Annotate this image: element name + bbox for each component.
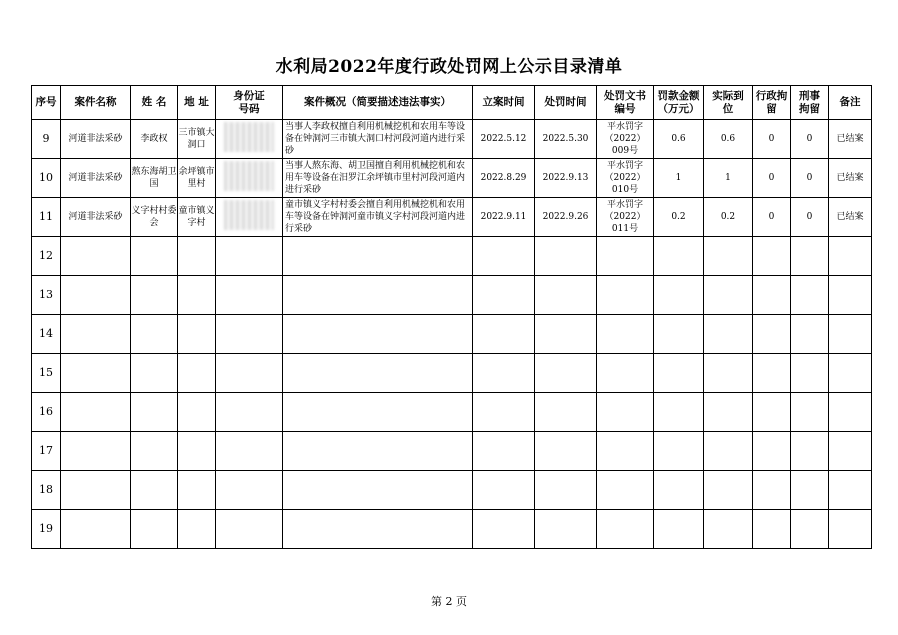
column-header: 序号 [32, 86, 61, 120]
empty-row [32, 354, 872, 393]
empty-cell [753, 237, 791, 276]
empty-row [32, 276, 872, 315]
empty-cell [535, 393, 597, 432]
empty-cell [178, 237, 216, 276]
page-title: 水利局2022年度行政处罚网上公示目录清单 [275, 57, 623, 77]
empty-cell [791, 471, 829, 510]
empty-cell [597, 315, 654, 354]
column-header: 案件名称 [61, 86, 131, 120]
cell-no: 14 [32, 315, 61, 354]
cell-no: 16 [32, 393, 61, 432]
cell-id [216, 159, 283, 198]
empty-cell [473, 315, 535, 354]
empty-cell [178, 471, 216, 510]
cell-no: 17 [32, 432, 61, 471]
empty-cell [753, 315, 791, 354]
empty-cell [473, 393, 535, 432]
empty-cell [791, 393, 829, 432]
cell-doc: 平水罚字（2022）011号 [597, 198, 654, 237]
cell-id [216, 120, 283, 159]
empty-cell [473, 510, 535, 549]
cell-actual: 0.6 [704, 120, 753, 159]
empty-cell [216, 237, 283, 276]
table-row [32, 120, 872, 159]
penalty-table [31, 85, 872, 549]
empty-cell [131, 315, 178, 354]
empty-cell [654, 354, 704, 393]
empty-cell [283, 393, 473, 432]
empty-cell [178, 510, 216, 549]
cell-addr: 童市镇义字村 [178, 198, 216, 237]
column-header: 处罚时间 [535, 86, 597, 120]
cell-case: 河道非法采砂 [61, 120, 131, 159]
cell-admin_det: 0 [753, 198, 791, 237]
cell-no: 18 [32, 471, 61, 510]
empty-cell [753, 354, 791, 393]
column-header: 姓 名 [131, 86, 178, 120]
empty-cell [131, 432, 178, 471]
cell-fine: 0.6 [654, 120, 704, 159]
empty-cell [131, 471, 178, 510]
empty-cell [791, 315, 829, 354]
empty-cell [753, 432, 791, 471]
empty-cell [473, 237, 535, 276]
empty-cell [283, 471, 473, 510]
empty-cell [597, 471, 654, 510]
empty-cell [829, 237, 872, 276]
empty-cell [829, 315, 872, 354]
empty-cell [704, 432, 753, 471]
empty-cell [597, 393, 654, 432]
empty-cell [473, 354, 535, 393]
empty-cell [131, 237, 178, 276]
cell-no: 10 [32, 159, 61, 198]
column-header: 身份证 号码 [216, 86, 283, 120]
empty-cell [283, 237, 473, 276]
column-header: 刑事 拘留 [791, 86, 829, 120]
empty-cell [216, 510, 283, 549]
cell-admin_det: 0 [753, 120, 791, 159]
cell-no: 9 [32, 120, 61, 159]
empty-cell [654, 237, 704, 276]
cell-actual: 1 [704, 159, 753, 198]
empty-cell [473, 276, 535, 315]
empty-cell [178, 432, 216, 471]
cell-filed: 2022.8.29 [473, 159, 535, 198]
empty-cell [791, 510, 829, 549]
empty-cell [216, 471, 283, 510]
empty-cell [178, 354, 216, 393]
cell-note: 已结案 [829, 159, 872, 198]
empty-cell [704, 354, 753, 393]
cell-name: 李政权 [131, 120, 178, 159]
cell-penalty_date: 2022.5.30 [535, 120, 597, 159]
empty-cell [61, 432, 131, 471]
empty-cell [654, 276, 704, 315]
cell-summary: 童市镇义字村村委会擅自利用机械挖机和农用车等设备在钟洞河童市镇义字村河段河道内进行采砂 [283, 198, 473, 237]
cell-name: 熬东海胡卫国 [131, 159, 178, 198]
cell-filed: 2022.9.11 [473, 198, 535, 237]
cell-crim_det: 0 [791, 120, 829, 159]
cell-crim_det: 0 [791, 198, 829, 237]
empty-cell [61, 276, 131, 315]
redacted-id-mosaic [224, 122, 274, 152]
empty-cell [597, 432, 654, 471]
empty-cell [791, 276, 829, 315]
empty-cell [61, 471, 131, 510]
empty-cell [473, 432, 535, 471]
cell-no: 12 [32, 237, 61, 276]
cell-case: 河道非法采砂 [61, 198, 131, 237]
empty-cell [216, 354, 283, 393]
empty-cell [535, 354, 597, 393]
empty-row [32, 237, 872, 276]
column-header: 实际到 位 [704, 86, 753, 120]
cell-no: 15 [32, 354, 61, 393]
cell-crim_det: 0 [791, 159, 829, 198]
redacted-id-mosaic [224, 200, 274, 230]
empty-cell [753, 471, 791, 510]
empty-cell [654, 471, 704, 510]
empty-cell [753, 393, 791, 432]
page-number: 第 2 页 [431, 595, 467, 608]
empty-cell [753, 276, 791, 315]
empty-cell [654, 510, 704, 549]
empty-cell [535, 315, 597, 354]
empty-cell [829, 471, 872, 510]
empty-cell [283, 276, 473, 315]
empty-cell [131, 510, 178, 549]
cell-id [216, 198, 283, 237]
empty-cell [61, 315, 131, 354]
empty-cell [704, 276, 753, 315]
empty-row [32, 432, 872, 471]
cell-doc: 平水罚字（2022）010号 [597, 159, 654, 198]
empty-cell [597, 510, 654, 549]
column-header: 处罚文书 编号 [597, 86, 654, 120]
cell-actual: 0.2 [704, 198, 753, 237]
empty-cell [216, 393, 283, 432]
column-header: 行政拘 留 [753, 86, 791, 120]
cell-addr: 余坪镇市里村 [178, 159, 216, 198]
empty-cell [704, 315, 753, 354]
empty-cell [791, 432, 829, 471]
header-row [32, 86, 872, 120]
empty-cell [597, 237, 654, 276]
cell-filed: 2022.5.12 [473, 120, 535, 159]
empty-cell [829, 432, 872, 471]
cell-name: 义字村村委会 [131, 198, 178, 237]
cell-summary: 当事人熬东海、胡卫国擅自利用机械挖机和农用车等设备在汨罗江余坪镇市里村河段河道内进行采砂 [283, 159, 473, 198]
redacted-id-mosaic [224, 161, 274, 191]
cell-admin_det: 0 [753, 159, 791, 198]
column-header: 立案时间 [473, 86, 535, 120]
empty-row [32, 471, 872, 510]
empty-cell [216, 315, 283, 354]
cell-addr: 三市镇大洞口 [178, 120, 216, 159]
empty-cell [704, 393, 753, 432]
cell-penalty_date: 2022.9.26 [535, 198, 597, 237]
table-row [32, 198, 872, 237]
empty-cell [654, 393, 704, 432]
empty-cell [283, 354, 473, 393]
cell-no: 19 [32, 510, 61, 549]
empty-cell [829, 393, 872, 432]
empty-cell [283, 315, 473, 354]
empty-cell [535, 510, 597, 549]
empty-cell [597, 276, 654, 315]
column-header: 地 址 [178, 86, 216, 120]
empty-cell [791, 237, 829, 276]
empty-cell [283, 432, 473, 471]
cell-note: 已结案 [829, 198, 872, 237]
cell-summary: 当事人李政权擅自利用机械挖机和农用车等设备在钟洞河三市镇大洞口村河段河道内进行采砂 [283, 120, 473, 159]
empty-cell [216, 432, 283, 471]
empty-row [32, 510, 872, 549]
empty-cell [216, 276, 283, 315]
table-row [32, 159, 872, 198]
column-header: 案件概况（简要描述违法事实） [283, 86, 473, 120]
empty-cell [704, 510, 753, 549]
empty-cell [654, 315, 704, 354]
cell-no: 13 [32, 276, 61, 315]
cell-case: 河道非法采砂 [61, 159, 131, 198]
empty-cell [829, 276, 872, 315]
cell-penalty_date: 2022.9.13 [535, 159, 597, 198]
empty-cell [535, 471, 597, 510]
empty-cell [61, 393, 131, 432]
empty-cell [704, 237, 753, 276]
empty-cell [178, 393, 216, 432]
column-header: 备注 [829, 86, 872, 120]
empty-cell [283, 510, 473, 549]
empty-cell [753, 510, 791, 549]
empty-cell [535, 237, 597, 276]
empty-cell [131, 393, 178, 432]
empty-cell [131, 354, 178, 393]
empty-cell [597, 354, 654, 393]
empty-row [32, 393, 872, 432]
cell-fine: 1 [654, 159, 704, 198]
column-header: 罚款金额 （万元） [654, 86, 704, 120]
cell-fine: 0.2 [654, 198, 704, 237]
empty-cell [654, 432, 704, 471]
empty-cell [178, 315, 216, 354]
cell-note: 已结案 [829, 120, 872, 159]
empty-cell [791, 354, 829, 393]
empty-cell [829, 510, 872, 549]
empty-cell [61, 354, 131, 393]
empty-cell [535, 432, 597, 471]
cell-doc: 平水罚字（2022）009号 [597, 120, 654, 159]
empty-cell [535, 276, 597, 315]
empty-cell [829, 354, 872, 393]
empty-cell [61, 237, 131, 276]
cell-no: 11 [32, 198, 61, 237]
empty-cell [473, 471, 535, 510]
empty-cell [61, 510, 131, 549]
empty-cell [704, 471, 753, 510]
empty-cell [178, 276, 216, 315]
empty-cell [131, 276, 178, 315]
empty-row [32, 315, 872, 354]
